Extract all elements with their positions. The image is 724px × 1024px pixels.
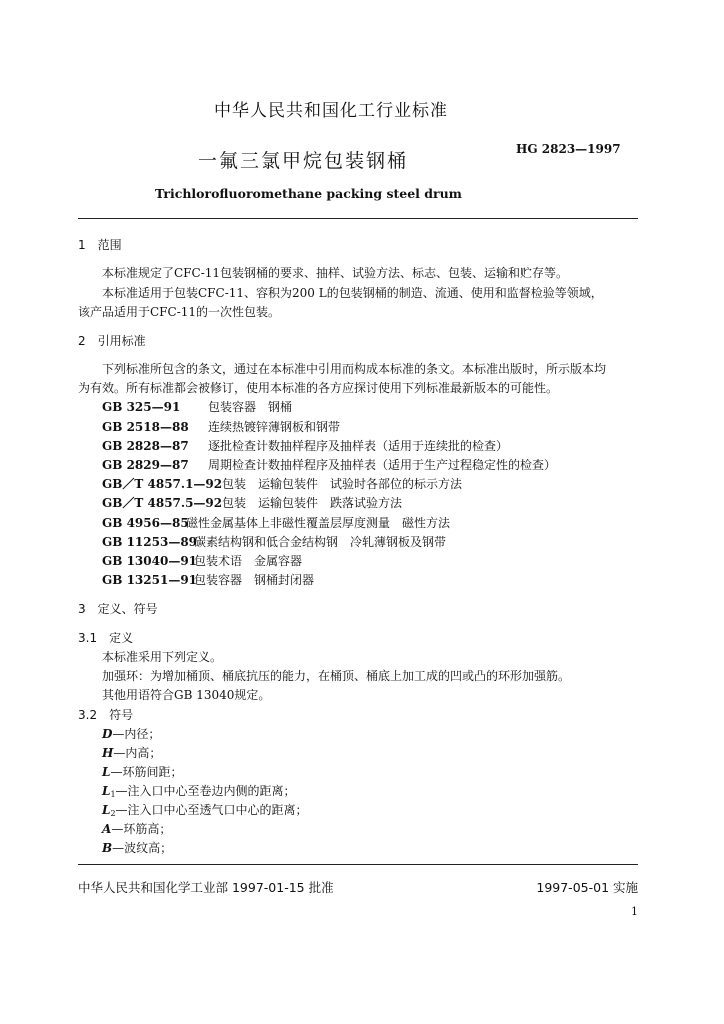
section-3-1-paragraph-3: 其他用语符合GB 13040规定。	[102, 688, 271, 702]
symbol: H	[102, 746, 114, 760]
symbol-item	[102, 782, 296, 799]
symbol-description: —环筋高；	[111, 822, 172, 836]
reference-title: 包装容器 钢桶	[208, 400, 293, 414]
symbol: B	[102, 841, 113, 855]
implementation-date: 1997-05-01 实施	[536, 880, 638, 895]
section-2-paragraph-line-2: 为有效。所有标准都会被修订，使用本标准的各方应探讨使用下列标准最新版本的可能性。	[78, 381, 559, 395]
approval-statement: 中华人民共和国化学工业部 1997-01-15 批准	[78, 880, 334, 895]
section-3-1-heading: 3.1 定义	[78, 631, 134, 645]
standard-code: HG 2823—1997	[516, 142, 621, 156]
section-1-heading: 1 范围	[78, 238, 122, 252]
reference-title: 周期检查计数抽样程序及抽样表（适用于生产过程稳定性的检查）	[208, 458, 557, 472]
reference-item	[102, 514, 450, 531]
reference-item	[102, 456, 556, 473]
section-1-paragraph-2-line-2: 该产品适用于CFC-11的一次性包装。	[78, 305, 281, 319]
symbol-item	[102, 744, 161, 761]
section-3-1-paragraph-1: 本标准采用下列定义。	[102, 650, 223, 664]
section-2-heading: 2 引用标准	[78, 334, 146, 348]
reference-code: GB／T 4857.5—92	[102, 496, 223, 510]
document-title-en: Trichlorofluoromethane packing steel drum	[155, 186, 462, 201]
standard-authority: 中华人民共和国化工行业标准	[214, 101, 448, 121]
reference-title: 逐批检查计数抽样程序及抽样表（适用于连续批的检查）	[208, 439, 509, 453]
reference-item	[102, 552, 302, 569]
section-3-1-paragraph-2: 加强环：为增加桶顶、桶底抗压的能力，在桶顶、桶底上加工成的凹或凸的环形加强筋。	[102, 669, 571, 683]
symbol-item	[102, 801, 308, 818]
symbol-description: —注入口中心至透气口中心的距离；	[115, 803, 308, 817]
symbol-description: —波纹高；	[112, 841, 173, 855]
reference-title: 碳素结构钢和低合金结构钢 冷轧薄钢板及钢带	[194, 535, 447, 549]
section-1-paragraph-1: 本标准规定了CFC-11包装钢桶的要求、抽样、试验方法、标志、包装、运输和贮存等。	[102, 266, 569, 280]
symbol-description: —内径；	[112, 727, 161, 741]
reference-item	[102, 418, 340, 435]
symbol: A	[102, 822, 112, 836]
reference-code: GB 4956—85	[102, 516, 189, 530]
symbol: L	[102, 784, 111, 798]
header-divider	[78, 218, 638, 219]
reference-item	[102, 571, 314, 588]
section-2-paragraph-line-1: 下列标准所包含的条文，通过在本标准中引用而构成本标准的条文。本标准出版时，所示版本均	[102, 362, 607, 376]
reference-code: GB 13040—91	[102, 554, 198, 568]
reference-code: GB 13251—91	[102, 573, 198, 587]
reference-title: 磁性金属基体上非磁性覆盖层厚度测量 磁性方法	[186, 516, 451, 530]
symbol-description: —环筋间距；	[110, 765, 183, 779]
reference-title: 包装术语 金属容器	[194, 554, 303, 568]
reference-code: GB 11253—89	[102, 535, 198, 549]
symbol-subscript: 1	[110, 790, 116, 799]
reference-item	[102, 437, 508, 454]
section-1-paragraph-2-line-1: 本标准适用于包装CFC-11、容积为200 L的包装钢桶的制造、流通、使用和监督检验等领域，	[102, 286, 603, 300]
section-3-2-heading: 3.2 符号	[78, 708, 134, 722]
symbol: L	[102, 765, 111, 779]
symbol-subscript: 2	[110, 809, 116, 818]
reference-code: GB 2829—87	[102, 458, 189, 472]
reference-title: 连续热镀锌薄钢板和钢带	[208, 420, 341, 434]
symbol: L	[102, 803, 111, 817]
symbol-description: —内高；	[113, 746, 162, 760]
symbol-description: —注入口中心至卷边内侧的距离；	[115, 784, 296, 798]
reference-item	[102, 533, 446, 550]
reference-title: 包装容器 钢桶封闭器	[194, 573, 315, 587]
footer-divider	[78, 864, 638, 865]
reference-item	[102, 494, 402, 511]
reference-item	[102, 475, 462, 492]
reference-title: 包装 运输包装件 跌落试验方法	[222, 496, 403, 510]
reference-code: GB 2518—88	[102, 420, 189, 434]
symbol-item	[102, 839, 172, 856]
document-title-cn: 一氟三氯甲烷包装钢桶	[198, 150, 409, 172]
symbol-item	[102, 820, 171, 837]
reference-code: GB 2828—87	[102, 439, 189, 453]
reference-title: 包装 运输包装件 试验时各部位的标示方法	[222, 477, 463, 491]
symbol: D	[102, 727, 113, 741]
reference-code: GB／T 4857.1—92	[102, 477, 223, 491]
symbol-item	[102, 763, 182, 780]
reference-item	[102, 398, 292, 415]
page-number: 1	[631, 905, 638, 918]
symbol-item	[102, 725, 160, 742]
reference-code: GB 325—91	[102, 400, 181, 414]
section-3-heading: 3 定义、符号	[78, 602, 158, 616]
